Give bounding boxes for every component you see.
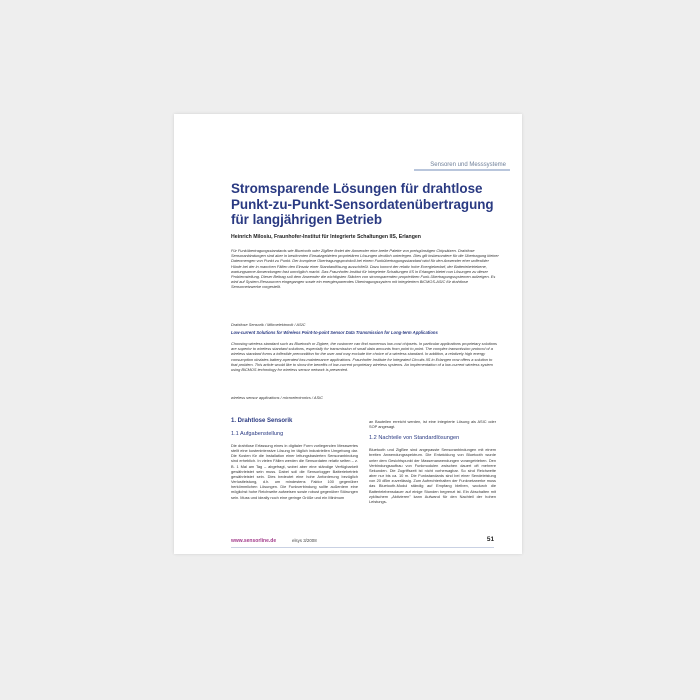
subsection-heading: 1.2 Nachteile von Standardlösungen — [369, 435, 460, 442]
section-label: Sensoren und Messsysteme — [414, 162, 510, 171]
keywords-german: Drahtlose Sensorik / Mikroelektronik / ASIC — [231, 322, 306, 327]
body-paragraph: an Bauteilen erreicht werden, ist eine integrierte Lösung als ASIC oder SOP angesagt. — [369, 419, 496, 430]
title-line: Punkt-zu-Punkt-Sensordatenübertragung — [231, 196, 494, 212]
keywords-english: wireless sensor applications / microelectronics / ASIC — [231, 395, 323, 400]
author-line: Heinrich Milosiu, Fraunhofer-Institut für Integrierte Schaltungen IIS, Erlangen — [231, 234, 421, 240]
document-page — [174, 114, 522, 554]
english-title: Low-current Solutions for Wireless Point-to-point Sensor Data Transmission for Long-term Applications — [231, 330, 438, 335]
article-title — [231, 181, 501, 228]
body-paragraph: Die drahtlose Erfassung eines in digitaler Form vorliegenden Messwertes stellt eine kostenintensive Lösung im täglich industriellen Umgebung dar. Die Kosten für die Installation einer leitungsbasierten Sensoranbindung sind erheblich. In vielen Fällen werden die Sensordaten relativ selten – z. B. 1 Mal am Tag – abgefragt, wobei aber eine ständige Verfügbarkeit gewährleistet sein muss. Dabei soll die Sensorlogger Batteriebetrieb gewährleistet sein. Dies bedeutet eine hohe Anforderung bezüglich Verlustleistung, d.h. um mindestens Faktor 100 gegenüber herkömmlichen Lösungen. Die Funkverbindung sollte außerdem eine möglichst hohe Reichweite aufweisen sowie robust gegenüber Störungen sein. Muss und ideally noch eine geringe Größe und ein Minimum — [231, 443, 358, 500]
body-paragraph: Bluetooth und ZigBee sind angepasste Sensoranbindungen mit einem breiten Anwendungsspektrum. Die Entwicklung von Bluetooth wurde unter dem Gesichtspunkt der Massenanwendungen vorangetrieben. Den Verbindungsaufbau von Funkmodulen zwischen dauert oft mehrere Sekunden. Die Zugriffszeit ist nicht vorhersagbar. So sind Reichweite aber nur bis ca. 10 m. Die Funkstandards sind bei einer Sendeleistung von 20 dBm zuverlässig. Zum Aufrechterhalten der Funknetzwerke muss das Bluetooth-Modul ständig auf Empfang bleiben, wodurch die Batterielebensdauer auf einige Stunden begrenzt ist. Ein Abschalten mit zyklischem „Aktivieren" kann Aufwand für den Nachteil der hohen Leistungs- — [369, 447, 496, 504]
footer-divider — [231, 547, 494, 548]
footer-magazine: elsys 3/2008 — [292, 538, 317, 543]
section-heading: 1. Drahtlose Sensorik — [231, 418, 293, 424]
title-line: Stromsparende Lösungen für drahtlose — [231, 181, 483, 196]
abstract-english: Choosing wireless standard such as Bluetooth or Zigbee, the customer can find numerous low-cost chipsets. In particular applications proprietary solutions are superior to wireless standard solutions, especially for transmission of small data amounts from point to point. The complex transmission protocol of a wireless standard forms a inflexible precondition for the user and may exclude the choice of a wireless standard. In addition, a relatively high energy consumption obviates battery-operated low-maintenance applications. Fraunhofer Institute for Integrated Circuits IIS in Erlangen now offers a solution to that problem. This article would like to show the benefits of low-current proprietary wireless systems. An implementation of a low-current wireless system using BiCMOS technology for wireless sensor network is presented. — [231, 341, 497, 373]
title-line: für langjährigen Betrieb — [231, 212, 383, 227]
page-number: 51 — [486, 536, 494, 543]
body-column-right — [369, 419, 496, 510]
abstract-german: Für Funkübertragungsstandards wie Bluetooth oder ZigBee findet der Anwender eine breite Palette von preisgünstigen Chipsätzen. Drahtlose Sensoranbindungen sind aber in bestimmten Einsatzgebieten proprietären Lösungen deutlich unterlegen. Dies gilt insbesondere für die Übertragung kleiner Datenmengen von Punkt zu Punkt. Der komplexe Übertragungsprotokoll bei einem Funkübertragungsstandard wird für den Anwender eher unflexibler Hürde bei der in manchen Fällen den Einsatz einer Standardlösung ausschließt. Dazu kommt der relativ hohe Energiebedarf, der Batteriebetriebene, wartungsarme Anwendungen fast unmöglich macht. Das Fraunhofer-Institut für Integrierte Schaltungen IIS in Erlangen bietet nun Lösungen zu dieser Problemstellung. Dieser Beitrag soll dem Anwender die wichtigsten Stärken von stromsparenden proprietären Funk-Übertragungssystemen aufzeigen. Es wird auf System-Ressourcen eingegangen sowie ein energiesparendes Übertragungssystem mit integriertem BiCMOS-ASIC für drahtlose Sensornetzwerke vorgestellt. — [231, 248, 499, 290]
footer-url: www.sensorline.de — [231, 538, 277, 544]
body-column-left — [231, 418, 358, 506]
subsection-heading: 1.1 Aufgabenstellung — [231, 431, 284, 437]
